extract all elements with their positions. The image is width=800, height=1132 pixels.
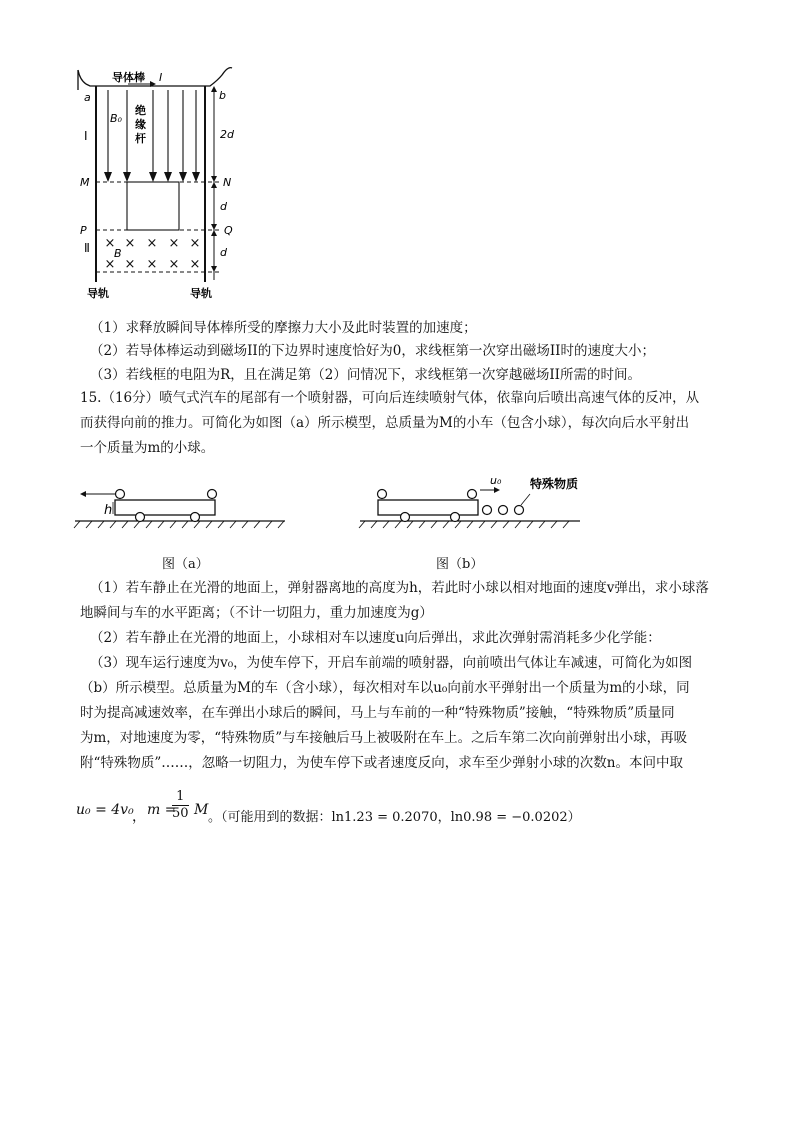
formula-fraction [172, 789, 189, 822]
label-M: M [80, 176, 90, 189]
q14-part1: （1）求释放瞬间导体棒所受的摩擦力大小及此时装置的加速度； [90, 320, 477, 336]
formula-u0: u₀ = 4v₀ [76, 802, 134, 818]
label-a: a [84, 91, 91, 104]
q15-part3-b: （b）所示模型。总质量为M的车（含小球），每次相对车以u₀向前水平弹射出一个质量为m的小球，同 [80, 680, 690, 696]
label-rod: 导体棒 [112, 71, 145, 84]
svg-text:×: × [124, 236, 136, 251]
rails-figure [0, 0, 800, 320]
svg-text:×: × [104, 236, 116, 251]
fig-a-caption: 图（a） [162, 557, 209, 572]
fig-a-h: h [104, 503, 113, 518]
label-d2: d [220, 246, 227, 259]
svg-text:×: × [189, 236, 201, 251]
svg-text:×: × [124, 257, 136, 272]
svg-text:×: × [146, 257, 158, 272]
formula-M: M [194, 802, 209, 818]
fraction-numerator: 1 [172, 789, 189, 806]
svg-text:×: × [104, 257, 116, 272]
q15-intro-1: 15.（16分）喷气式汽车的尾部有一个喷射器，可向后连续喷射气体，依靠向后喷出高速气体的反冲，从 [80, 390, 700, 406]
label-B: B [114, 247, 122, 260]
q15-part3-a: （3）现车运行速度为v₀，为使车停下，开启车前端的喷射器，向前喷出气体让车减速，可简化为如图 [90, 655, 693, 671]
q15-part1-a: （1）若车静止在光滑的地面上，弹射器离地的高度为h，若此时小球以相对地面的速度v弹出，求小球落 [90, 580, 709, 596]
q15-part3-d: 为m，对地速度为零，“特殊物质”与车接触后马上被吸附在车上。之后车第二次向前弹射出小球，再吸 [80, 730, 688, 746]
formula-m: m = [147, 802, 177, 818]
label-b: b [219, 89, 226, 102]
svg-text:×: × [168, 257, 180, 272]
label-insul-1: 绝 [135, 104, 146, 117]
q15-part3-c: 时为提高减速效率，在车弹出小球后的瞬间，马上与车前的一种“特殊物质”接触，“特殊物质”质量同 [80, 705, 675, 721]
label-rail-left: 导轨 [87, 287, 109, 300]
label-2d: 2d [220, 128, 234, 141]
fig-b-special: 特殊物质 [530, 477, 579, 491]
label-b0: B₀ [110, 112, 122, 125]
svg-text:×: × [168, 236, 180, 251]
label-N: N [223, 176, 232, 189]
svg-text:×: × [189, 257, 201, 272]
q14-part2: （2）若导体棒运动到磁场II的下边界时速度恰好为0，求线框第一次穿出磁场II时的速度大小； [90, 343, 656, 359]
svg-text:×: × [146, 236, 158, 251]
label-P: P [80, 224, 87, 237]
fig-b-caption: 图（b） [436, 557, 484, 572]
q15-part2: （2）若车静止在光滑的地面上，小球相对车以速度u向后弹出，求此次弹射需消耗多少化学能： [90, 630, 661, 646]
label-rail-right: 导轨 [190, 287, 212, 300]
fig-b-u0: u₀ [490, 474, 502, 487]
q15-part1-b: 地瞬间与车的水平距离；（不计一切阻力，重力加速度为g） [80, 605, 433, 621]
label-insul-2: 缘 [135, 118, 146, 131]
label-region-1: Ⅰ [84, 129, 88, 143]
q14-part3: （3）若线框的电阻为R，且在满足第（2）问情况下，求线框第一次穿越磁场II所需的时间。 [90, 367, 642, 383]
label-region-2: Ⅱ [84, 241, 90, 255]
label-insul-3: 杆 [135, 132, 146, 145]
fraction-denominator: 50 [172, 806, 189, 821]
cart-figures [0, 470, 800, 580]
formula-comma: ， [132, 809, 146, 825]
q15-part3-e: 附“特殊物质”……，忽略一切阻力，为使车停下或者速度反向，求车至少弹射小球的次数n。本问中取 [80, 755, 683, 771]
formula-tail: 。（可能用到的数据：ln1.23 = 0.2070，ln0.98 = −0.0202） [208, 810, 581, 825]
label-current: I [159, 71, 163, 84]
figure-a [74, 490, 285, 529]
q15-intro-3: 一个质量为m的小球。 [80, 440, 215, 456]
label-Q: Q [224, 224, 233, 237]
label-d1: d [220, 200, 227, 213]
q15-intro-2: 而获得向前的推力。可简化为如图（a）所示模型，总质量为M的小车（包含小球），每次向后水平射出 [80, 415, 690, 431]
figure-b [359, 474, 580, 528]
